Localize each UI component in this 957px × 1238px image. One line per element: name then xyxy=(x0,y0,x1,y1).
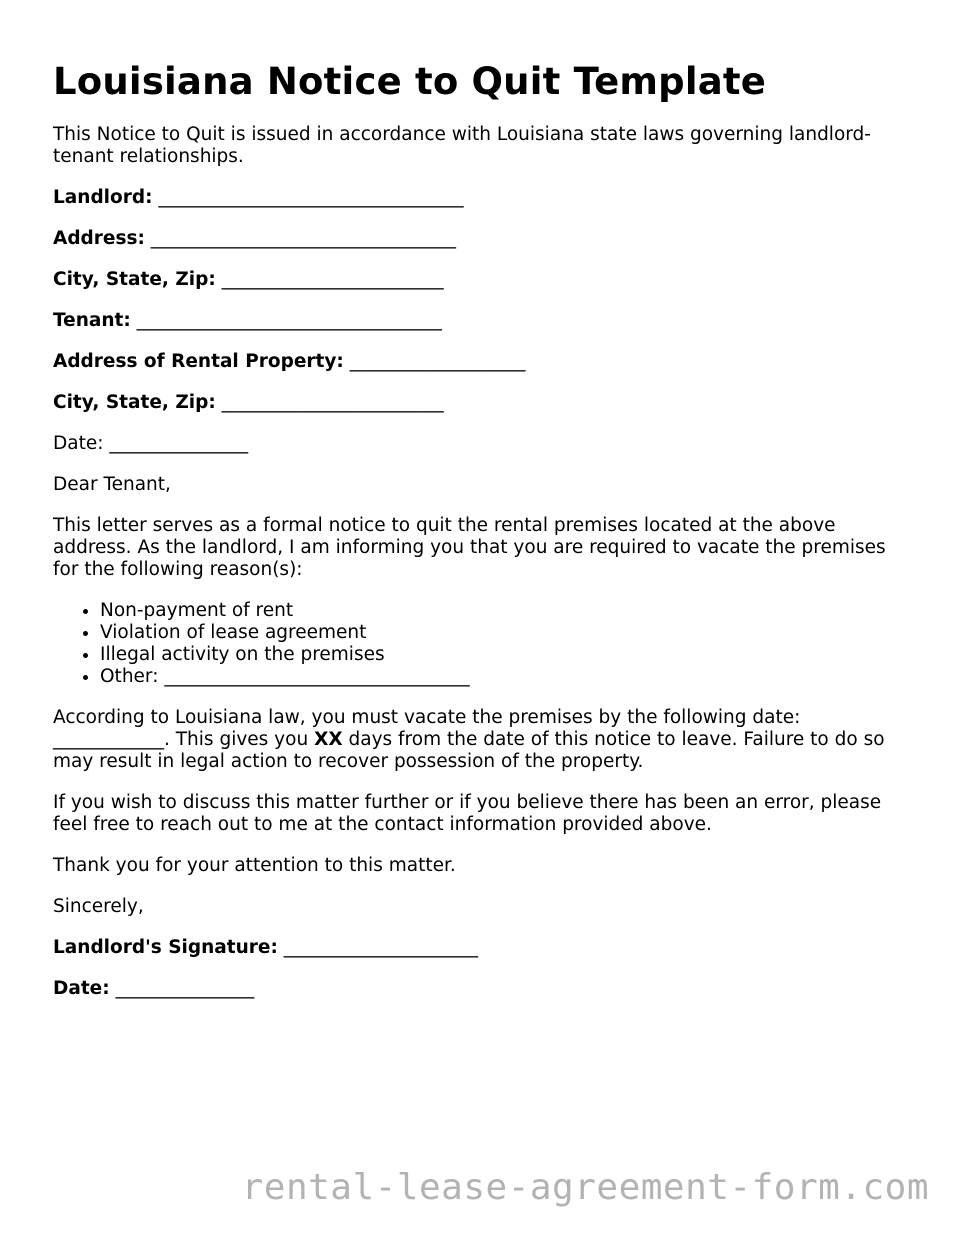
signature-date-field xyxy=(53,978,913,1000)
date-label: Date: xyxy=(53,433,104,455)
signature-date-label: Date: xyxy=(53,978,110,1000)
notice-paragraph: This letter serves as a formal notice to quit the rental premises located at the above address. As the landlord, I am informing you that you are required to vacate the premises for the following reason(s): xyxy=(53,515,886,581)
signature-label: Landlord's Signature: xyxy=(53,937,278,959)
watermark: rental-lease-agreement-form.com xyxy=(241,1167,929,1208)
field-label: Tenant: xyxy=(53,310,131,332)
closing-line: Sincerely, xyxy=(53,896,144,918)
field-label: Address of Rental Property: xyxy=(53,351,344,373)
signature-date-blank: _______________ xyxy=(115,978,255,1000)
list-item: • Illegal activity on the premises xyxy=(100,644,913,666)
deadline-blank: ____________ xyxy=(53,729,164,751)
deadline-text-1: According to Louisiana law, you must vacate the premises by the following date: xyxy=(53,707,801,729)
document-page xyxy=(53,60,913,1019)
field-blank: ________________________ xyxy=(221,269,444,291)
list-item: • Violation of lease agreement xyxy=(100,622,913,644)
signature-blank: _____________________ xyxy=(283,937,479,959)
deadline-text-3: days from the date of this notice to leave. Failure to do so may result in legal action to recover possession of the property. xyxy=(53,729,885,773)
other-label: Other: xyxy=(100,666,159,688)
deadline-days: XX xyxy=(314,729,343,751)
deadline-text-2: . This gives you xyxy=(164,729,309,751)
greeting: Dear Tenant, xyxy=(53,474,171,496)
field-blank: _________________________________ xyxy=(150,228,457,250)
contact-paragraph: If you wish to discuss this matter further or if you believe there has been an error, please feel free to reach out to me at the contact information provided above. xyxy=(53,792,882,836)
field-blank: _________________________________ xyxy=(158,187,464,209)
field-label: City, State, Zip: xyxy=(53,392,216,414)
date-field xyxy=(53,433,913,455)
rental-property-address-field xyxy=(53,351,913,373)
field-blank: ___________________ xyxy=(349,351,526,373)
tenant-field xyxy=(53,310,913,332)
thanks-line: Thank you for your attention to this matter. xyxy=(53,855,456,877)
reasons-list xyxy=(53,600,913,688)
field-label: Address: xyxy=(53,228,145,250)
document-title: Louisiana Notice to Quit Template xyxy=(53,60,767,103)
field-blank: _________________________________ xyxy=(136,310,442,332)
field-label: Landlord: xyxy=(53,187,153,209)
rental-city-state-zip-field xyxy=(53,392,913,414)
field-blank: ________________________ xyxy=(221,392,444,414)
city-state-zip-field xyxy=(53,269,913,291)
signature-field xyxy=(53,937,913,959)
intro-paragraph: This Notice to Quit is issued in accordance with Louisiana state laws governing landlord-tenant relationships. xyxy=(53,124,871,168)
list-item: • Non-payment of rent xyxy=(100,600,913,622)
list-item-other xyxy=(100,666,913,688)
date-blank: _______________ xyxy=(109,433,249,455)
deadline-paragraph xyxy=(53,707,913,773)
landlord-field xyxy=(53,187,913,209)
address-field xyxy=(53,228,913,250)
other-blank: _________________________________ xyxy=(164,666,470,688)
field-label: City, State, Zip: xyxy=(53,269,216,291)
